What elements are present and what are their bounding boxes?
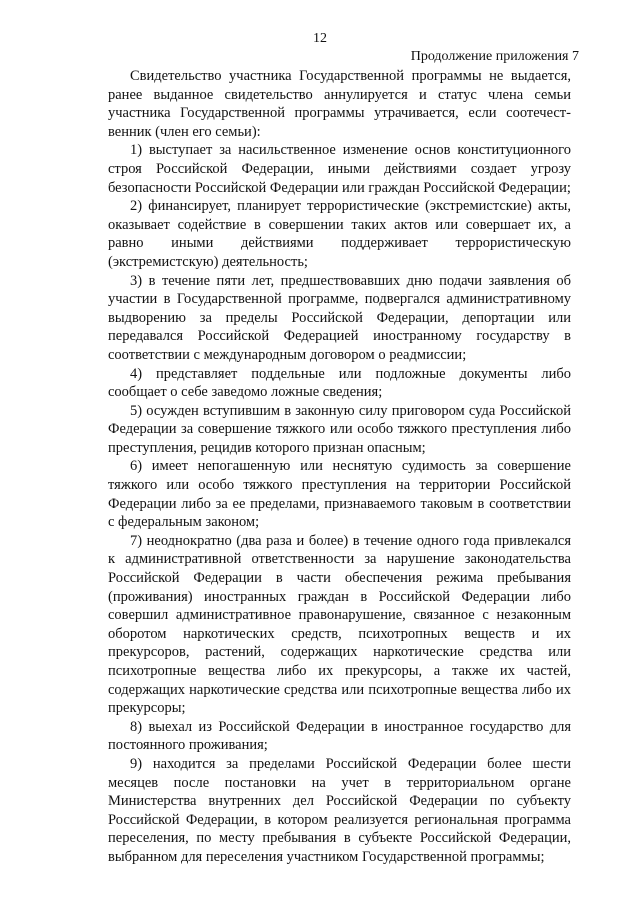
appendix-continuation-note: Продолжение приложения 7 xyxy=(410,49,579,64)
intro-paragraph: Свидетельство участника Государственной программы не выдается, ранее выданное свидетельство аннулируется и статус члена семьи участника Государственной программы утрачивается, если соотечественник (член его семьи): xyxy=(108,68,571,140)
list-item-6: 6) имеет непогашенную или неснятую судимость за совершение тяжкого или особо тяжкого преступления на территории Российской Федерации либо за ее пределами, признаваемого таковым в соответствии с федеральным законом; xyxy=(108,458,571,531)
document-body xyxy=(108,67,571,867)
list-item-1: 1) выступает за насильственное изменение основ конституционного строя Российской Федерации, иными действиями создает угрозу безопасности Российской Федерации или граждан Российской Федерации; xyxy=(108,142,571,196)
list-item-4: 4) представляет поддельные или подложные документы либо сообщает о себе заведомо ложные сведения; xyxy=(108,365,571,401)
list-item-5: 5) осужден вступившим в законную силу приговором суда Российской Федерации за совершение тяжкого или особо тяжкого преступления либо преступления, рецидив которого признан опасным; xyxy=(108,402,571,456)
list-item-9: 9) находится за пределами Российской Федерации более шести месяцев после постановки на учет в территориальном органе Министерства внутренних дел Российской Федерации по субъекту Российской Федерации, в котором реализуется региональная программа переселения, по месту пребывания в субъекте Российской Федерации, выбранном для переселения участником Государственной программы; xyxy=(108,755,571,865)
list-item-7: 7) неоднократно (два раза и более) в течение одного года привлекался к административной ответственности за нарушение законодательства Российской Федерации в части обеспечения режима пребывания (проживания) иностранных граждан в Российской Федерации либо совершил административное правонарушение, связанное с незаконным оборотом наркотических средств, психотропных веществ и их прекурсоров, растений, содержащих наркотические средства или психотропные вещества либо их прекурсоры, а также их частей, содержащих наркотические средства или психотропные вещества либо их прекурсоры; xyxy=(108,532,571,717)
page-number: 12 xyxy=(313,31,327,46)
list-item-3: 3) в течение пяти лет, предшествовавших дню подачи заявления об участии в Государственной программе, подвергался административному выдворению за пределы Российской Федерации, депортации или передавался Российской Федерацией иностранному государству в соответствии с международным договором о реадмиссии; xyxy=(108,272,571,363)
list-item-8: 8) выехал из Российской Федерации в иностранное государство для постоянного проживания; xyxy=(108,718,571,754)
list-item-2: 2) финансирует, планирует террористические (экстремистские) акты, оказывает содействие в совершении таких актов или совершает их, а равно иными действиями поддерживает террористическую (экстремистскую) деятельность; xyxy=(108,198,571,270)
